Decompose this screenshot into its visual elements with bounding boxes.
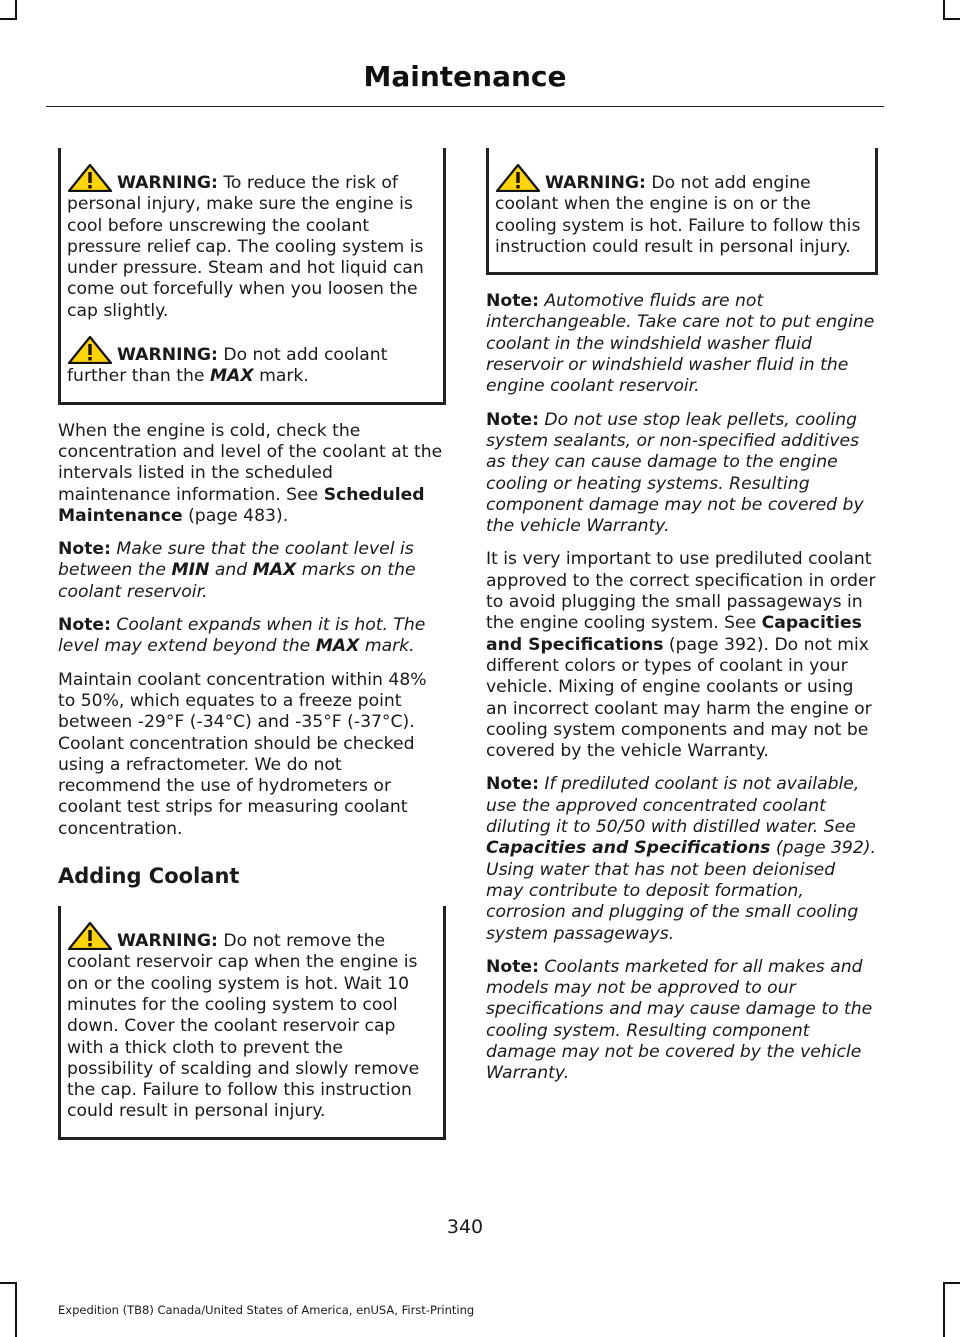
- note-text: Coolant expands when it is hot. The level may extend beyond the: [58, 615, 426, 657]
- warning-item: [67, 922, 434, 1123]
- warning-triangle-icon: [67, 922, 113, 950]
- note-label: Note:: [486, 774, 539, 795]
- note: [486, 957, 878, 1085]
- warning-triangle-icon: [67, 164, 113, 192]
- paragraph-text: When the engine is cold, check the concentration and level of the coolant at the intervals listed in the scheduled maintenance information. See: [58, 420, 443, 505]
- paragraph-text: (page 392). Do not mix different colors or types of coolant in your vehicle. Mixing of engine coolants or using an incorrect coolant may harm the engine or cooling system components and may not be covered by the vehicle Warranty.: [486, 634, 872, 762]
- max-mark: MAX: [252, 560, 297, 581]
- note: [486, 774, 878, 944]
- note-label: Note:: [486, 956, 539, 977]
- crop-mark: [943, 0, 945, 20]
- note-label: Note:: [486, 291, 539, 312]
- paragraph-text: (page 483).: [182, 505, 289, 526]
- warning-text: Do not add engine coolant when the engine is on or the cooling system is hot. Failure to follow this instruction could result in personal injury.: [495, 173, 861, 257]
- warning-item: [67, 336, 434, 388]
- warning-label: WARNING:: [545, 173, 646, 193]
- crop-mark: [0, 18, 17, 20]
- warning-box: [58, 148, 446, 405]
- cross-reference-link[interactable]: Scheduled Maintenance: [58, 484, 425, 526]
- warning-text: To reduce the risk of personal injury, make sure the engine is cool before unscrewing the coolant pressure relief cap. The cooling system is under pressure. Steam and hot liquid can come out forcefully when you loosen the cap slightly.: [67, 173, 424, 321]
- note-text: and: [209, 560, 253, 581]
- min-mark: MIN: [171, 560, 210, 581]
- note-label: Note:: [58, 539, 111, 560]
- crop-mark: [943, 1282, 960, 1284]
- crop-mark: [943, 1282, 945, 1337]
- header-rule: [46, 106, 884, 107]
- note-text: Make sure that the coolant level is between the: [58, 539, 414, 581]
- warning-label: WARNING:: [117, 173, 218, 193]
- note-text: (page 392). Using water that has not been deionised may contribute to deposit formation, corrosion and plugging of the small cooling system passageways.: [486, 838, 876, 944]
- page-title: Maintenance: [363, 60, 567, 93]
- paragraph: [58, 421, 446, 527]
- section-title: Adding Coolant: [58, 864, 240, 889]
- warning-label: WARNING:: [117, 931, 218, 952]
- crop-mark: [15, 1282, 17, 1337]
- note-label: Note:: [58, 615, 111, 636]
- note-text: Coolants marketed for all makes and models may not be approved to our specifications and may cause damage to the cooling system. Resulting component damage may not be covered by the vehicle Warranty.: [486, 956, 873, 1084]
- warning-triangle-icon: [67, 336, 113, 364]
- warning-text: Do not remove the coolant reservoir cap when the engine is on or the cooling system is hot. Wait 10 minutes for the cooling system to cool down. Cover the coolant reservoir cap with a thick cloth to prevent the possibility of scalding and slowly remove the cap. Failure to follow this instruction could result in personal injury.: [67, 931, 420, 1122]
- note: [58, 539, 446, 603]
- note-text: If prediluted coolant is not available, use the approved concentrated coolant diluting it to 50/50 with distilled water. See: [486, 774, 860, 838]
- warning-box: [486, 148, 878, 275]
- paragraph-text: It is very important to use prediluted coolant approved to the correct specification in order to avoid plugging the small passageways in the engine cooling system. See: [486, 549, 876, 634]
- note-text: mark.: [359, 636, 415, 657]
- max-mark: MAX: [209, 366, 254, 387]
- crop-mark: [15, 0, 17, 20]
- cross-reference-link[interactable]: Capacities and Specifications: [486, 613, 862, 655]
- paragraph: [486, 549, 878, 762]
- warning-label: WARNING:: [117, 345, 218, 366]
- note-text: Automotive fluids are not interchangeable. Take care not to put engine coolant in the windshield washer fluid reservoir or windshield washer fluid in the engine coolant reservoir.: [486, 291, 875, 397]
- warning-triangle-icon: [495, 164, 541, 192]
- cross-reference-link[interactable]: Capacities and Specifications: [486, 838, 771, 859]
- crop-mark: [943, 18, 960, 20]
- crop-mark: [0, 1282, 17, 1284]
- max-mark: MAX: [315, 636, 360, 657]
- left-column: [58, 148, 446, 1156]
- paragraph: Maintain coolant concentration within 48% to 50%, which equates to a freeze point between -29°F (-34°C) and -35°F (-37°C). Coolant concentration should be checked using a refractometer. We do not recommend the use of hydrometers or coolant test strips for measuring coolant concentration.: [58, 669, 427, 839]
- warning-text: Do not add coolant further than the: [67, 345, 388, 387]
- note: [58, 615, 446, 658]
- note-label: Note:: [486, 409, 539, 430]
- note-text: Do not use stop leak pellets, cooling system sealants, or non-specified additives as they can cause damage to the engine cooling or heating systems. Resulting component damage may not be covered by the vehicle Warranty.: [486, 409, 864, 537]
- note: [486, 291, 878, 397]
- note: [486, 410, 878, 538]
- warning-item: [495, 164, 866, 258]
- page-number: 340: [446, 1216, 484, 1238]
- footer-text: Expedition (TB8) Canada/United States of America, enUSA, First-Printing: [58, 1303, 475, 1317]
- note-text: marks on the coolant reservoir.: [58, 560, 416, 602]
- warning-box: [58, 906, 446, 1140]
- warning-text: mark.: [253, 366, 309, 387]
- warning-item: [67, 164, 434, 322]
- right-column: [486, 148, 878, 1097]
